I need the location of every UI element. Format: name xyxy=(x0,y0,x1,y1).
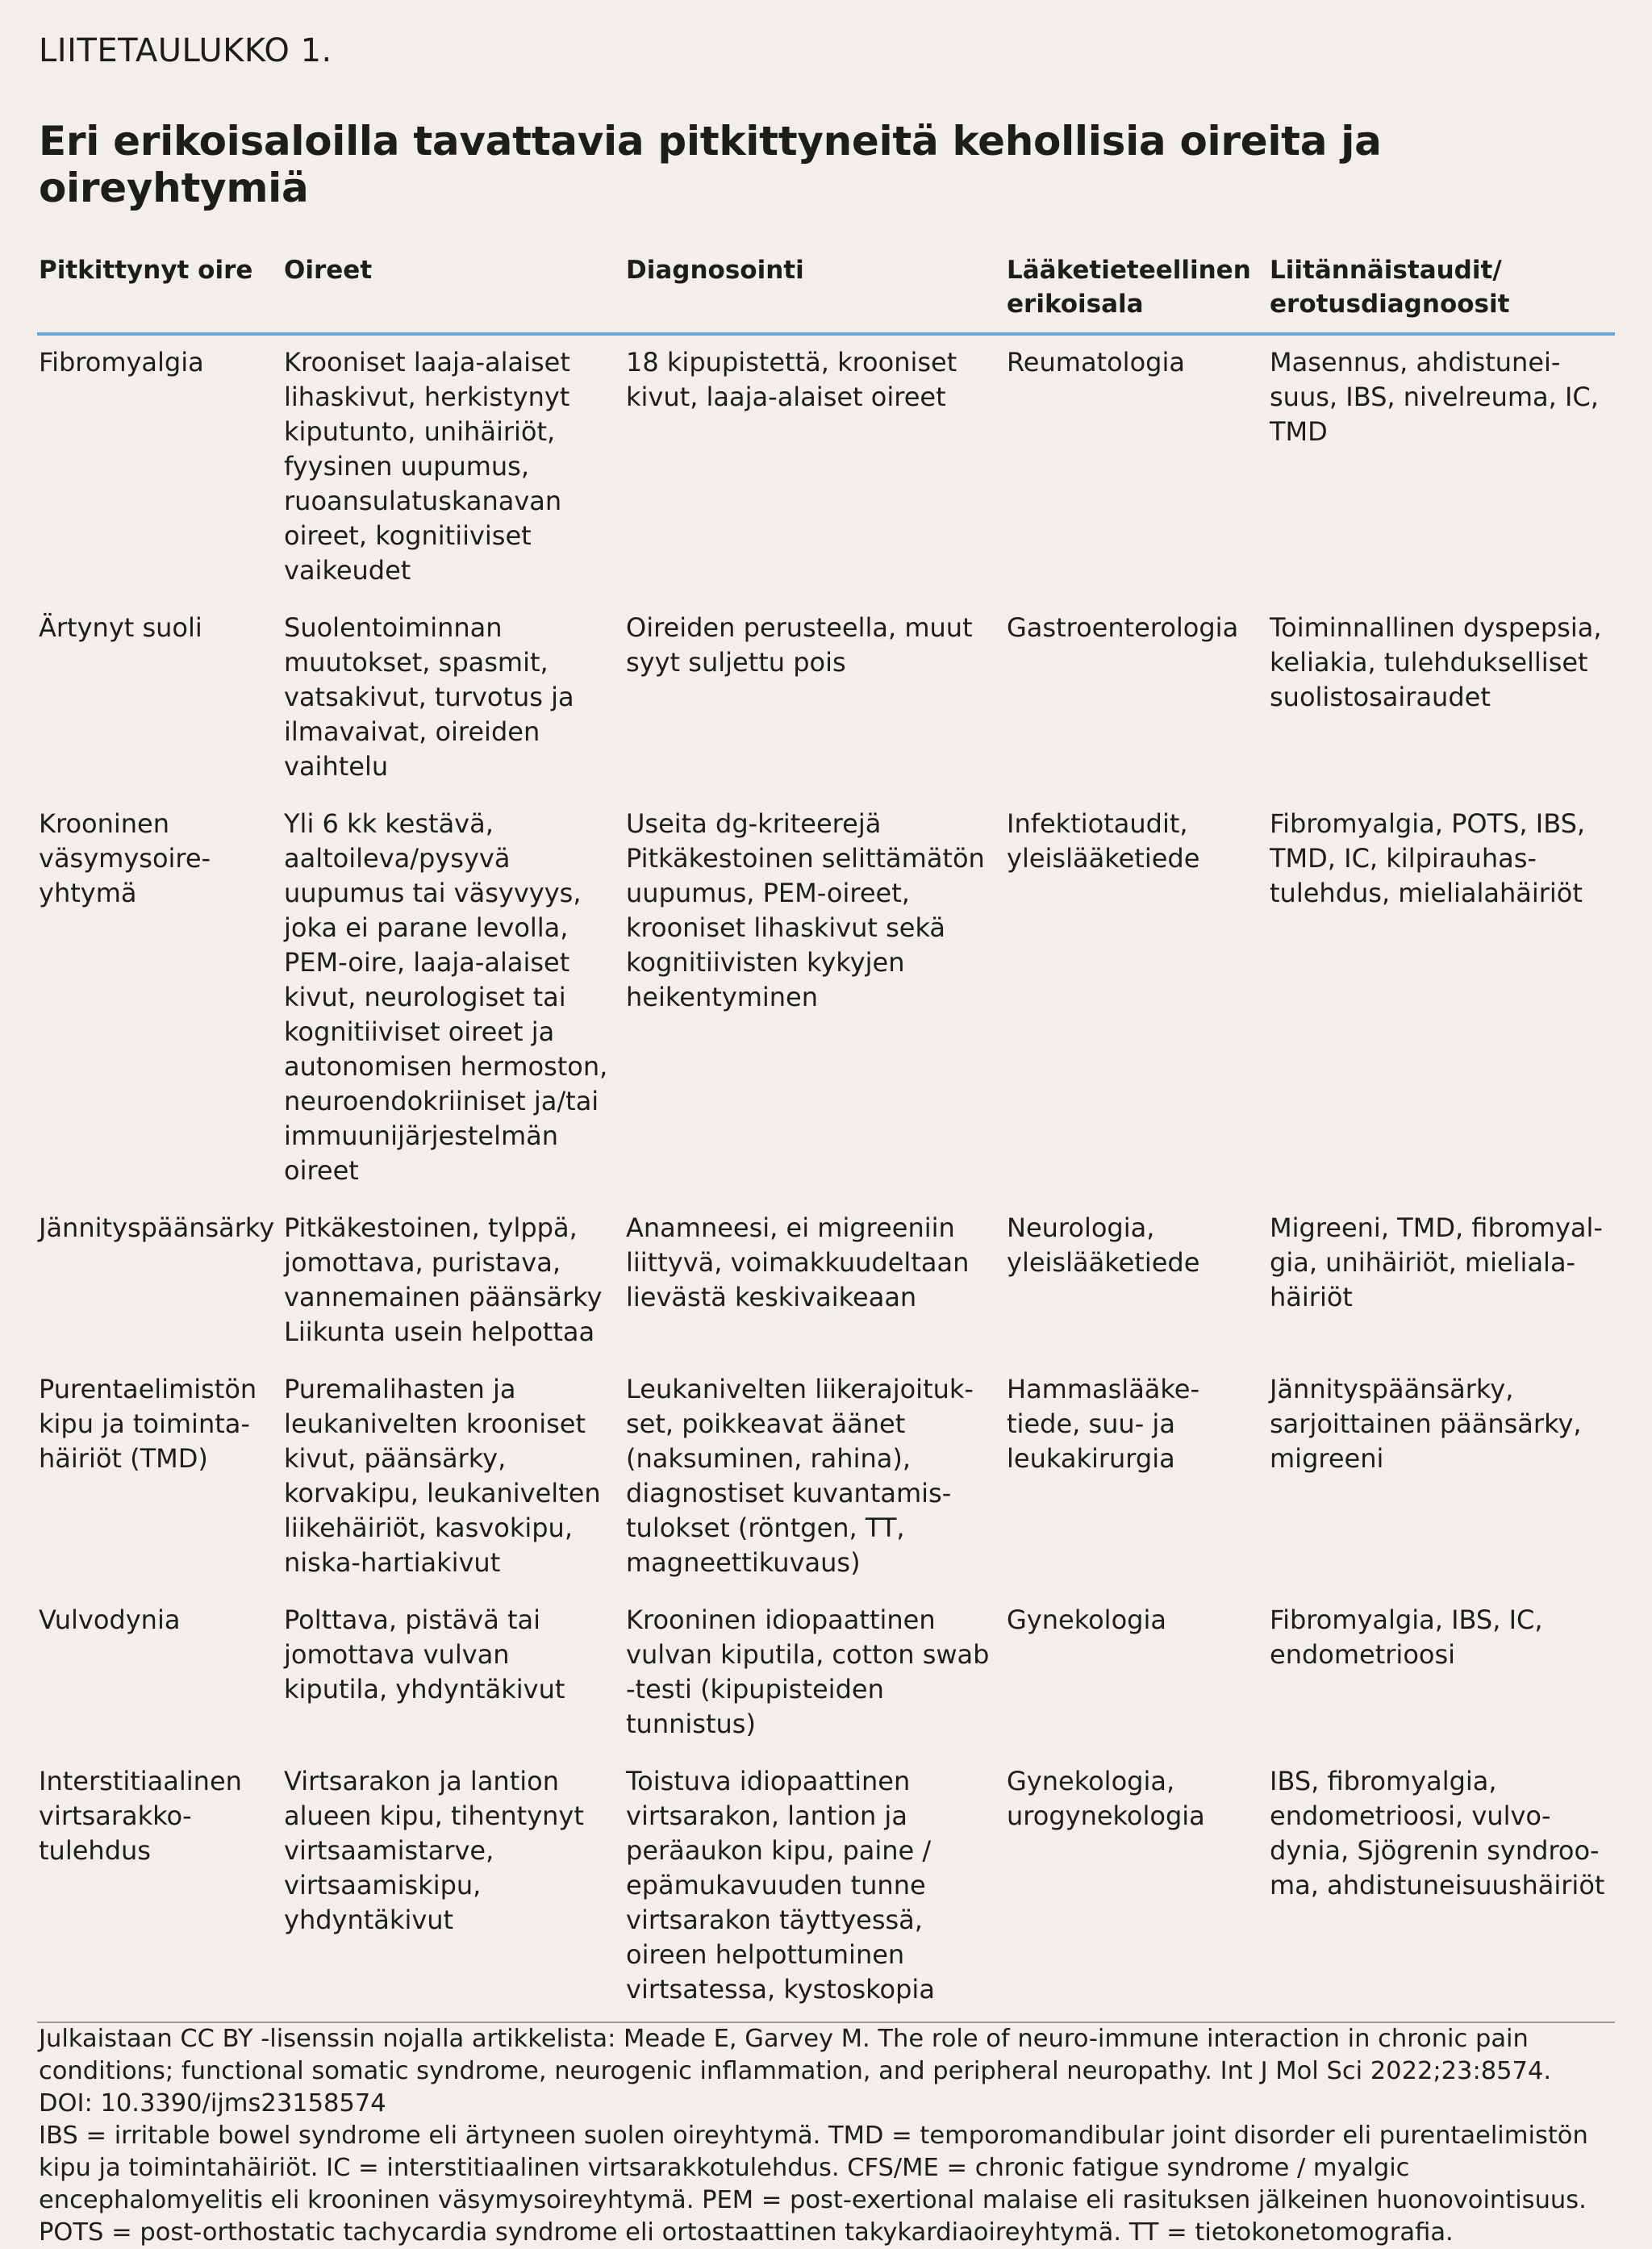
table-row xyxy=(37,603,1615,799)
cell-symptoms: Puremalihasten ja leukanivelten krooniset kivut, päänsärky, korvakipu, leukanivelten liikehäiriöt, kasvokipu, niska-hartiakivut xyxy=(284,1374,601,1578)
table-notes xyxy=(37,2023,1596,2249)
table-row xyxy=(37,1595,1615,1756)
cell-specialty: Neurologia, yleislääketiede xyxy=(1007,1212,1200,1278)
cell-specialty: Hammaslääketiede, suu- ja leukakirurgia xyxy=(1007,1374,1200,1474)
table-row xyxy=(37,1203,1615,1364)
abbreviations-note: IBS = irritable bowel syndrome eli ärtyneen suolen oireyhtymä. TMD = temporomandibular joint disorder eli purentaelimistön kipu ja toimintahäiriöt. IC = interstitiaalinen virtsarakkotulehdus. CFS/ME = chronic fatigue syndrome / myalgic encephalomyelitis eli krooninen väsymysoireyhtymä. PEM = post-exertional malaise eli rasituksen jälkeinen huonovointisuus. POTS = post-orthostatic tachycardia syndrome eli ortostaattinen takykardiaoireyhtymä. TT = tietokonetomografia. xyxy=(39,2122,1588,2247)
column-header-symptoms: Oireet xyxy=(282,253,624,334)
cell-specialty: Gastroenterologia xyxy=(1007,612,1239,643)
cell-diagnosis: Krooninen idiopaattinen vulvan kiputila, cotton swab -testi (kipupisteiden tunnistus) xyxy=(626,1604,990,1739)
cell-symptoms: Yli 6 kk kestävä, aaltoileva/pysyvä uupumus tai väsyvyys, joka ei parane levolla, PEM-oire, laaja-alaiset kivut, neurologiset tai kognitiiviset oireet ja autonomisen hermoston, neuroendokriiniset ja/tai immuunijärjestelmän oireet xyxy=(284,808,608,1186)
cell-diagnosis: Toistuva idiopaattinen virtsarakon, lantion ja peräaukon kipu, paine / epämukavuuden tunne virtsarakon täyttyessä, oireen helpottuminen virtsatessa, kystoskopia xyxy=(626,1766,935,2005)
column-header-specialty: Lääketieteellinen erikoisala xyxy=(1005,253,1268,334)
cell-symptoms: Pitkäkestoinen, tylppä, jomottava, puristava, vannemainen päänsärky Liikunta usein helpottaa xyxy=(284,1212,603,1347)
cell-comorbidities: Fibromyalgia, POTS, IBS, TMD, IC, kilpirauhastulehdus, mielialahäiriöt xyxy=(1270,808,1586,908)
cell-symptoms: Krooniset laaja-alaiset lihaskivut, herkistynyt kiputunto, unihäiriöt, fyysinen uupumus, ruoansulatuskanavan oireet, kognitiiviset vaikeudet xyxy=(284,347,570,586)
cell-condition: Fibromyalgia xyxy=(39,347,204,378)
table-row xyxy=(37,799,1615,1203)
cell-specialty: Gynekologia, urogynekologia xyxy=(1007,1766,1205,1831)
cell-symptoms: Polttava, pistävä tai jomottava vulvan kiputila, yhdyntäkivut xyxy=(284,1604,565,1704)
cell-comorbidities: Migreeni, TMD, fibromyalgia, unihäiriöt, mielialahäiriöt xyxy=(1270,1212,1603,1312)
source-note: Julkaistaan CC BY -lisenssin nojalla artikkelista: Meade E, Garvey M. The role of neuro-immune interaction in chronic pain conditions; functional somatic syndrome, neurogenic inflammation, and peripheral neuropathy. Int J Mol Sci 2022;23:8574. DOI: 10.3390/ijms23158574 xyxy=(39,2025,1552,2118)
cell-specialty: Reumatologia xyxy=(1007,347,1185,378)
cell-diagnosis: Anamneesi, ei migreeniin liittyvä, voimakkuudeltaan lievästä keskivaikeaan xyxy=(626,1212,970,1312)
cell-condition: Interstitiaalinen virtsarakkotulehdus xyxy=(39,1766,242,1866)
cell-diagnosis: 18 kipupistettä, krooniset kivut, laaja-alaiset oireet xyxy=(626,347,957,412)
cell-diagnosis: Useita dg-kriteerejä Pitkäkestoinen selittämätön uupumus, PEM-oireet, krooniset lihaskivut sekä kognitiivisten kykyjen heikentyminen xyxy=(626,808,985,1012)
cell-comorbidities: Toiminnallinen dyspepsia, keliakia, tulehdukselliset suolistosairaudet xyxy=(1270,612,1602,712)
table-label: LIITETAULUKKO 1. xyxy=(39,32,332,69)
column-header-comorbidities: Liitännäistaudit/ erotusdiagnoosit xyxy=(1268,253,1615,334)
cell-specialty: Infektiotaudit, yleislääketiede xyxy=(1007,808,1200,874)
column-header-diagnosis: Diagnosointi xyxy=(624,253,1005,334)
cell-diagnosis: Leukanivelten liikerajoitukset, poikkeavat äänet (naksuminen, rahina), diagnostiset kuvantamistulokset (röntgen, TT, magneettikuvaus) xyxy=(626,1374,974,1578)
cell-comorbidities: Fibromyalgia, IBS, IC, endometrioosi xyxy=(1270,1604,1543,1670)
cell-condition: Ärtynyt suoli xyxy=(39,612,202,643)
cell-symptoms: Virtsarakon ja lantion alueen kipu, tihentynyt virtsaamistarve, virtsaamiskipu, yhdyntäkivut xyxy=(284,1766,584,1935)
cell-comorbidities: Jännityspäänsärky, sarjoittainen päänsärky, migreeni xyxy=(1270,1374,1582,1474)
symptom-table xyxy=(37,253,1615,2022)
table-header-row xyxy=(37,253,1615,334)
cell-comorbidities: Masennus, ahdistuneisuus, IBS, nivelreuma, IC, TMD xyxy=(1270,347,1599,447)
cell-comorbidities: IBS, fibromyalgia, endometrioosi, vulvodynia, Sjögrenin syndrooma, ahdistuneisuushäiriöt xyxy=(1270,1766,1605,1901)
cell-diagnosis: Oireiden perusteella, muut syyt suljettu pois xyxy=(626,612,973,678)
cell-symptoms: Suolentoiminnan muutokset, spasmit, vatsakivut, turvotus ja ilmavaivat, oireiden vaihtelu xyxy=(284,612,574,782)
table-row xyxy=(37,1364,1615,1595)
cell-condition: Vulvodynia xyxy=(39,1604,181,1635)
cell-condition: Krooninen väsymysoireyhtymä xyxy=(39,808,211,908)
page-title: Eri erikoisaloilla tavattavia pitkittyneitä kehollisia oireita ja oireyhtymiä xyxy=(39,118,1382,211)
cell-specialty: Gynekologia xyxy=(1007,1604,1166,1635)
table-row xyxy=(37,1756,1615,2022)
table-row xyxy=(37,334,1615,603)
cell-condition: Purentaelimistön kipu ja toimintahäiriöt (TMD) xyxy=(39,1374,257,1474)
cell-condition: Jännityspäänsärky xyxy=(39,1212,275,1243)
column-header-condition: Pitkittynyt oire xyxy=(37,253,282,334)
